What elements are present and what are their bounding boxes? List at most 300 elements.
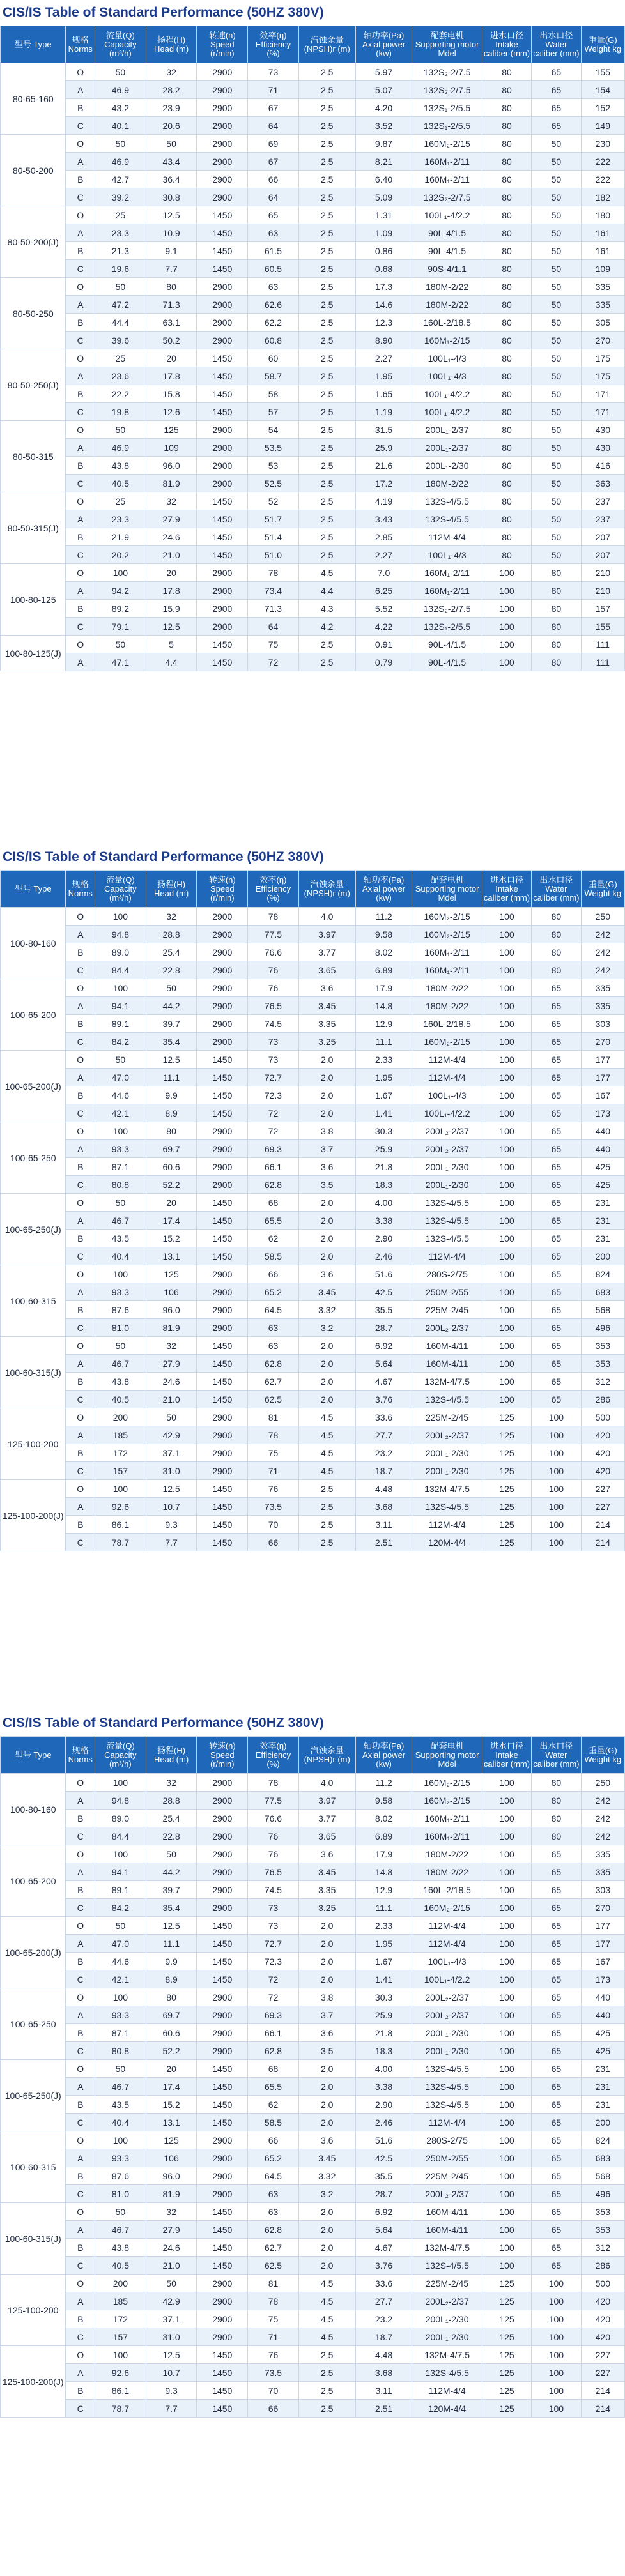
- capacity-cell: 40.4: [95, 1247, 146, 1265]
- table-row: [1, 188, 625, 206]
- head-cell: 9.3: [146, 1516, 197, 1534]
- water-caliber-cell: 50: [532, 153, 581, 171]
- table-row: [1, 546, 625, 564]
- capacity-cell: 19.8: [95, 403, 146, 421]
- speed-cell: 1450: [197, 1104, 248, 1122]
- column-header: 规格 Norms: [66, 26, 95, 63]
- axial-power-cell: 3.68: [355, 1498, 412, 1516]
- motor-cell: 120M-4/4: [412, 1534, 482, 1551]
- capacity-cell: 94.2: [95, 582, 146, 600]
- table-row: [1, 1086, 625, 1104]
- weight-cell: 420: [581, 2292, 624, 2310]
- speed-cell: 2900: [197, 1408, 248, 1426]
- norm-cell: O: [66, 206, 95, 224]
- motor-cell: 120M-4/4: [412, 2400, 482, 2418]
- weight-cell: 425: [581, 1176, 624, 1194]
- motor-cell: 132S-4/5.5: [412, 2257, 482, 2275]
- motor-cell: 132S-4/5.5: [412, 492, 482, 510]
- head-cell: 24.6: [146, 528, 197, 546]
- water-caliber-cell: 65: [532, 2006, 581, 2024]
- performance-section: [0, 844, 625, 1551]
- axial-power-cell: 7.0: [355, 564, 412, 582]
- head-cell: 22.8: [146, 961, 197, 979]
- weight-cell: 312: [581, 1373, 624, 1391]
- norm-cell: O: [66, 135, 95, 153]
- efficiency-cell: 63: [248, 224, 299, 242]
- speed-cell: 2900: [197, 2006, 248, 2024]
- weight-cell: 440: [581, 2006, 624, 2024]
- axial-power-cell: 18.7: [355, 2328, 412, 2346]
- water-caliber-cell: 65: [532, 1970, 581, 1988]
- speed-cell: 1450: [197, 1516, 248, 1534]
- motor-cell: 160M₂-2/15: [412, 1899, 482, 1917]
- capacity-cell: 100: [95, 1265, 146, 1283]
- norm-cell: A: [66, 2078, 95, 2096]
- motor-cell: 250M-2/55: [412, 1283, 482, 1301]
- efficiency-cell: 75: [248, 636, 299, 653]
- intake-caliber-cell: 80: [482, 63, 531, 81]
- efficiency-cell: 64.5: [248, 2167, 299, 2185]
- water-caliber-cell: 65: [532, 2131, 581, 2149]
- efficiency-cell: 74.5: [248, 1881, 299, 1899]
- head-cell: 11.1: [146, 1935, 197, 1953]
- capacity-cell: 50: [95, 1194, 146, 1212]
- capacity-cell: 47.2: [95, 296, 146, 314]
- norm-cell: B: [66, 1881, 95, 1899]
- intake-caliber-cell: 100: [482, 908, 531, 926]
- speed-cell: 2900: [197, 332, 248, 349]
- head-cell: 10.7: [146, 2364, 197, 2382]
- capacity-cell: 100: [95, 1988, 146, 2006]
- weight-cell: 231: [581, 1194, 624, 1212]
- intake-caliber-cell: 80: [482, 206, 531, 224]
- motor-cell: 225M-2/45: [412, 1301, 482, 1319]
- norm-cell: C: [66, 1462, 95, 1480]
- motor-cell: 100L₁-4/2.2: [412, 1104, 482, 1122]
- intake-caliber-cell: 125: [482, 2346, 531, 2364]
- intake-caliber-cell: 100: [482, 2185, 531, 2203]
- norm-cell: B: [66, 528, 95, 546]
- head-cell: 44.2: [146, 1863, 197, 1881]
- head-cell: 20: [146, 1194, 197, 1212]
- norm-cell: B: [66, 1158, 95, 1176]
- table-row: [1, 349, 625, 367]
- column-header: 流量(Q) Capacity (m³/h): [95, 1737, 146, 1774]
- norm-cell: C: [66, 2400, 95, 2418]
- axial-power-cell: 14.8: [355, 997, 412, 1015]
- table-row: [1, 926, 625, 943]
- axial-power-cell: 0.68: [355, 260, 412, 278]
- axial-power-cell: 3.76: [355, 1391, 412, 1408]
- capacity-cell: 46.9: [95, 439, 146, 457]
- water-caliber-cell: 50: [532, 171, 581, 188]
- water-caliber-cell: 100: [532, 2328, 581, 2346]
- norm-cell: O: [66, 2275, 95, 2292]
- motor-cell: 180M-2/22: [412, 1863, 482, 1881]
- speed-cell: 1450: [197, 653, 248, 671]
- intake-caliber-cell: 80: [482, 492, 531, 510]
- axial-power-cell: 25.9: [355, 1140, 412, 1158]
- weight-cell: 568: [581, 1301, 624, 1319]
- intake-caliber-cell: 80: [482, 421, 531, 439]
- weight-cell: 231: [581, 2096, 624, 2114]
- norm-cell: A: [66, 997, 95, 1015]
- axial-power-cell: 3.52: [355, 117, 412, 135]
- norm-cell: C: [66, 618, 95, 636]
- motor-cell: 200L₁-2/30: [412, 457, 482, 475]
- efficiency-cell: 66: [248, 1265, 299, 1283]
- norm-cell: B: [66, 242, 95, 260]
- motor-cell: 112M-4/4: [412, 2114, 482, 2131]
- water-caliber-cell: 80: [532, 961, 581, 979]
- intake-caliber-cell: 125: [482, 1516, 531, 1534]
- motor-cell: 160M-4/11: [412, 2221, 482, 2239]
- table-row: [1, 1863, 625, 1881]
- section-title: CIS/IS Table of Standard Performance (50HZ 380V): [3, 850, 324, 864]
- capacity-cell: 78.7: [95, 1534, 146, 1551]
- head-cell: 4.4: [146, 653, 197, 671]
- efficiency-cell: 64: [248, 188, 299, 206]
- column-header: 进水口径 Intake caliber (mm): [482, 871, 531, 908]
- intake-caliber-cell: 100: [482, 1970, 531, 1988]
- motor-cell: 100L₁-4/3: [412, 1953, 482, 1970]
- efficiency-cell: 54: [248, 421, 299, 439]
- head-cell: 32: [146, 2203, 197, 2221]
- capacity-cell: 100: [95, 1774, 146, 1792]
- norm-cell: B: [66, 1953, 95, 1970]
- head-cell: 50: [146, 1845, 197, 1863]
- speed-cell: 2900: [197, 135, 248, 153]
- norm-cell: C: [66, 188, 95, 206]
- npsh-cell: 3.65: [298, 961, 355, 979]
- head-cell: 15.9: [146, 600, 197, 618]
- axial-power-cell: 4.67: [355, 1373, 412, 1391]
- weight-cell: 335: [581, 278, 624, 296]
- weight-cell: 161: [581, 242, 624, 260]
- efficiency-cell: 78: [248, 1774, 299, 1792]
- intake-caliber-cell: 100: [482, 1792, 531, 1810]
- norm-cell: B: [66, 457, 95, 475]
- table-row: [1, 908, 625, 926]
- efficiency-cell: 62.2: [248, 314, 299, 332]
- motor-cell: 200L₂-2/37: [412, 2185, 482, 2203]
- weight-cell: 214: [581, 1516, 624, 1534]
- motor-cell: 160M₁-2/15: [412, 332, 482, 349]
- intake-caliber-cell: 125: [482, 2328, 531, 2346]
- table-row: [1, 2149, 625, 2167]
- pump-type-cell: 125-100-200: [1, 2275, 66, 2346]
- table-row: [1, 1426, 625, 1444]
- motor-cell: 160M₂-2/15: [412, 1033, 482, 1051]
- axial-power-cell: 35.5: [355, 2167, 412, 2185]
- norm-cell: O: [66, 2346, 95, 2364]
- motor-cell: 132S-4/5.5: [412, 2078, 482, 2096]
- intake-caliber-cell: 100: [482, 2114, 531, 2131]
- axial-power-cell: 8.02: [355, 943, 412, 961]
- npsh-cell: 2.0: [298, 1953, 355, 1970]
- axial-power-cell: 14.6: [355, 296, 412, 314]
- efficiency-cell: 77.5: [248, 1792, 299, 1810]
- intake-caliber-cell: 80: [482, 224, 531, 242]
- efficiency-cell: 66: [248, 2400, 299, 2418]
- norm-cell: O: [66, 421, 95, 439]
- weight-cell: 335: [581, 296, 624, 314]
- intake-caliber-cell: 100: [482, 2239, 531, 2257]
- motor-cell: 90L-4/1.5: [412, 653, 482, 671]
- weight-cell: 353: [581, 2203, 624, 2221]
- table-row: [1, 2006, 625, 2024]
- efficiency-cell: 62.5: [248, 1391, 299, 1408]
- water-caliber-cell: 65: [532, 1104, 581, 1122]
- axial-power-cell: 4.22: [355, 618, 412, 636]
- water-caliber-cell: 65: [532, 2096, 581, 2114]
- head-cell: 52.2: [146, 1176, 197, 1194]
- npsh-cell: 4.5: [298, 1426, 355, 1444]
- table-row: [1, 943, 625, 961]
- capacity-cell: 44.6: [95, 1953, 146, 1970]
- norm-cell: B: [66, 314, 95, 332]
- table-row: [1, 2346, 625, 2364]
- axial-power-cell: 11.1: [355, 1033, 412, 1051]
- motor-cell: 100L₁-4/3: [412, 367, 482, 385]
- performance-table: [0, 870, 625, 1551]
- axial-power-cell: 0.91: [355, 636, 412, 653]
- intake-caliber-cell: 100: [482, 582, 531, 600]
- table-row: [1, 1462, 625, 1480]
- efficiency-cell: 78: [248, 2292, 299, 2310]
- speed-cell: 2900: [197, 1827, 248, 1845]
- speed-cell: 2900: [197, 1899, 248, 1917]
- head-cell: 12.5: [146, 1917, 197, 1935]
- npsh-cell: 3.8: [298, 1988, 355, 2006]
- norm-cell: B: [66, 171, 95, 188]
- intake-caliber-cell: 100: [482, 1069, 531, 1086]
- water-caliber-cell: 100: [532, 1444, 581, 1462]
- intake-caliber-cell: 100: [482, 1881, 531, 1899]
- axial-power-cell: 4.00: [355, 2060, 412, 2078]
- motor-cell: 200L₁-2/37: [412, 439, 482, 457]
- water-caliber-cell: 100: [532, 2310, 581, 2328]
- efficiency-cell: 69.3: [248, 1140, 299, 1158]
- npsh-cell: 2.5: [298, 439, 355, 457]
- intake-caliber-cell: 100: [482, 653, 531, 671]
- efficiency-cell: 81: [248, 2275, 299, 2292]
- capacity-cell: 89.1: [95, 1881, 146, 1899]
- axial-power-cell: 21.8: [355, 1158, 412, 1176]
- efficiency-cell: 76: [248, 1480, 299, 1498]
- table-row: [1, 2131, 625, 2149]
- table-row: [1, 1158, 625, 1176]
- head-cell: 80: [146, 1988, 197, 2006]
- water-caliber-cell: 50: [532, 349, 581, 367]
- norm-cell: A: [66, 1140, 95, 1158]
- intake-caliber-cell: 80: [482, 546, 531, 564]
- capacity-cell: 21.3: [95, 242, 146, 260]
- table-row: [1, 979, 625, 997]
- efficiency-cell: 62: [248, 2096, 299, 2114]
- intake-caliber-cell: 100: [482, 1935, 531, 1953]
- water-caliber-cell: 50: [532, 457, 581, 475]
- speed-cell: 1450: [197, 367, 248, 385]
- head-cell: 31.0: [146, 1462, 197, 1480]
- intake-caliber-cell: 100: [482, 1051, 531, 1069]
- efficiency-cell: 63: [248, 1319, 299, 1337]
- motor-cell: 132M-4/7.5: [412, 2346, 482, 2364]
- speed-cell: 1450: [197, 2203, 248, 2221]
- weight-cell: 227: [581, 1498, 624, 1516]
- axial-power-cell: 8.21: [355, 153, 412, 171]
- weight-cell: 363: [581, 475, 624, 492]
- intake-caliber-cell: 80: [482, 385, 531, 403]
- efficiency-cell: 69.3: [248, 2006, 299, 2024]
- motor-cell: 250M-2/55: [412, 2149, 482, 2167]
- head-cell: 30.8: [146, 188, 197, 206]
- efficiency-cell: 73.5: [248, 1498, 299, 1516]
- npsh-cell: 2.0: [298, 1391, 355, 1408]
- motor-cell: 180M-2/22: [412, 475, 482, 492]
- motor-cell: 90S-4/1.1: [412, 260, 482, 278]
- motor-cell: 112M-4/4: [412, 1069, 482, 1086]
- axial-power-cell: 51.6: [355, 1265, 412, 1283]
- speed-cell: 2900: [197, 1881, 248, 1899]
- column-header: 流量(Q) Capacity (m³/h): [95, 26, 146, 63]
- npsh-cell: 2.5: [298, 1480, 355, 1498]
- motor-cell: 180M-2/22: [412, 979, 482, 997]
- capacity-cell: 50: [95, 2203, 146, 2221]
- column-header: 汽蚀余量 (NPSH)r (m): [298, 871, 355, 908]
- speed-cell: 2900: [197, 2185, 248, 2203]
- column-header: 扬程(H) Head (m): [146, 26, 197, 63]
- head-cell: 35.4: [146, 1033, 197, 1051]
- npsh-cell: 4.5: [298, 2292, 355, 2310]
- norm-cell: C: [66, 2042, 95, 2060]
- water-caliber-cell: 100: [532, 2275, 581, 2292]
- norm-cell: C: [66, 2328, 95, 2346]
- motor-cell: 132S-4/5.5: [412, 2364, 482, 2382]
- column-header: 型号 Type: [1, 1737, 66, 1774]
- pump-type-cell: 100-80-160: [1, 1774, 66, 1845]
- efficiency-cell: 65.2: [248, 1283, 299, 1301]
- weight-cell: 335: [581, 1863, 624, 1881]
- speed-cell: 2900: [197, 2042, 248, 2060]
- table-row: [1, 2185, 625, 2203]
- header-row: [1, 26, 625, 63]
- head-cell: 15.2: [146, 2096, 197, 2114]
- table-row: [1, 997, 625, 1015]
- axial-power-cell: 3.38: [355, 2078, 412, 2096]
- table-row: [1, 457, 625, 475]
- weight-cell: 242: [581, 943, 624, 961]
- speed-cell: 1450: [197, 1391, 248, 1408]
- axial-power-cell: 30.3: [355, 1122, 412, 1140]
- table-row: [1, 2275, 625, 2292]
- efficiency-cell: 63: [248, 1337, 299, 1355]
- norm-cell: A: [66, 2364, 95, 2382]
- npsh-cell: 2.0: [298, 1355, 355, 1373]
- intake-caliber-cell: 100: [482, 2042, 531, 2060]
- efficiency-cell: 51.7: [248, 510, 299, 528]
- table-row: [1, 2310, 625, 2328]
- axial-power-cell: 4.48: [355, 1480, 412, 1498]
- weight-cell: 214: [581, 2400, 624, 2418]
- axial-power-cell: 2.46: [355, 2114, 412, 2131]
- weight-cell: 420: [581, 2328, 624, 2346]
- capacity-cell: 25: [95, 492, 146, 510]
- npsh-cell: 2.0: [298, 2203, 355, 2221]
- norm-cell: A: [66, 367, 95, 385]
- capacity-cell: 157: [95, 2328, 146, 2346]
- column-header: 重量(G) Weight kg: [581, 26, 624, 63]
- speed-cell: 1450: [197, 349, 248, 367]
- head-cell: 50: [146, 1408, 197, 1426]
- head-cell: 25.4: [146, 1810, 197, 1827]
- pump-type-cell: 100-60-315: [1, 2131, 66, 2203]
- speed-cell: 2900: [197, 1792, 248, 1810]
- npsh-cell: 3.65: [298, 1827, 355, 1845]
- intake-caliber-cell: 125: [482, 1534, 531, 1551]
- npsh-cell: 2.5: [298, 278, 355, 296]
- motor-cell: 160L-2/18.5: [412, 1881, 482, 1899]
- intake-caliber-cell: 125: [482, 1480, 531, 1498]
- capacity-cell: 84.4: [95, 961, 146, 979]
- table-row: [1, 2024, 625, 2042]
- npsh-cell: 2.0: [298, 1051, 355, 1069]
- motor-cell: 160M₂-2/15: [412, 135, 482, 153]
- speed-cell: 1450: [197, 2078, 248, 2096]
- motor-cell: 132S-4/5.5: [412, 510, 482, 528]
- water-caliber-cell: 65: [532, 997, 581, 1015]
- pump-type-cell: 100-65-200(J): [1, 1917, 66, 1988]
- axial-power-cell: 5.52: [355, 600, 412, 618]
- intake-caliber-cell: 80: [482, 314, 531, 332]
- npsh-cell: 2.0: [298, 2096, 355, 2114]
- axial-power-cell: 18.7: [355, 1462, 412, 1480]
- norm-cell: O: [66, 2203, 95, 2221]
- capacity-cell: 50: [95, 1337, 146, 1355]
- norm-cell: B: [66, 2096, 95, 2114]
- norm-cell: O: [66, 979, 95, 997]
- npsh-cell: 2.0: [298, 1104, 355, 1122]
- npsh-cell: 3.45: [298, 997, 355, 1015]
- column-header: 转速(n) Speed (r/min): [197, 26, 248, 63]
- water-caliber-cell: 80: [532, 564, 581, 582]
- capacity-cell: 94.1: [95, 1863, 146, 1881]
- water-caliber-cell: 80: [532, 1792, 581, 1810]
- axial-power-cell: 3.11: [355, 2382, 412, 2400]
- intake-caliber-cell: 80: [482, 349, 531, 367]
- motor-cell: 132S-4/5.5: [412, 1194, 482, 1212]
- axial-power-cell: 17.9: [355, 979, 412, 997]
- norm-cell: A: [66, 439, 95, 457]
- water-caliber-cell: 65: [532, 2221, 581, 2239]
- capacity-cell: 50: [95, 1917, 146, 1935]
- weight-cell: 231: [581, 1230, 624, 1247]
- water-caliber-cell: 100: [532, 2292, 581, 2310]
- water-caliber-cell: 50: [532, 314, 581, 332]
- head-cell: 8.9: [146, 1104, 197, 1122]
- pump-type-cell: 100-60-315: [1, 1265, 66, 1337]
- motor-cell: 200L₂-2/37: [412, 1122, 482, 1140]
- intake-caliber-cell: 100: [482, 1988, 531, 2006]
- speed-cell: 1450: [197, 2257, 248, 2275]
- weight-cell: 180: [581, 206, 624, 224]
- axial-power-cell: 5.07: [355, 81, 412, 99]
- weight-cell: 353: [581, 2221, 624, 2239]
- norm-cell: O: [66, 636, 95, 653]
- npsh-cell: 2.5: [298, 653, 355, 671]
- table-row: [1, 135, 625, 153]
- norm-cell: A: [66, 2006, 95, 2024]
